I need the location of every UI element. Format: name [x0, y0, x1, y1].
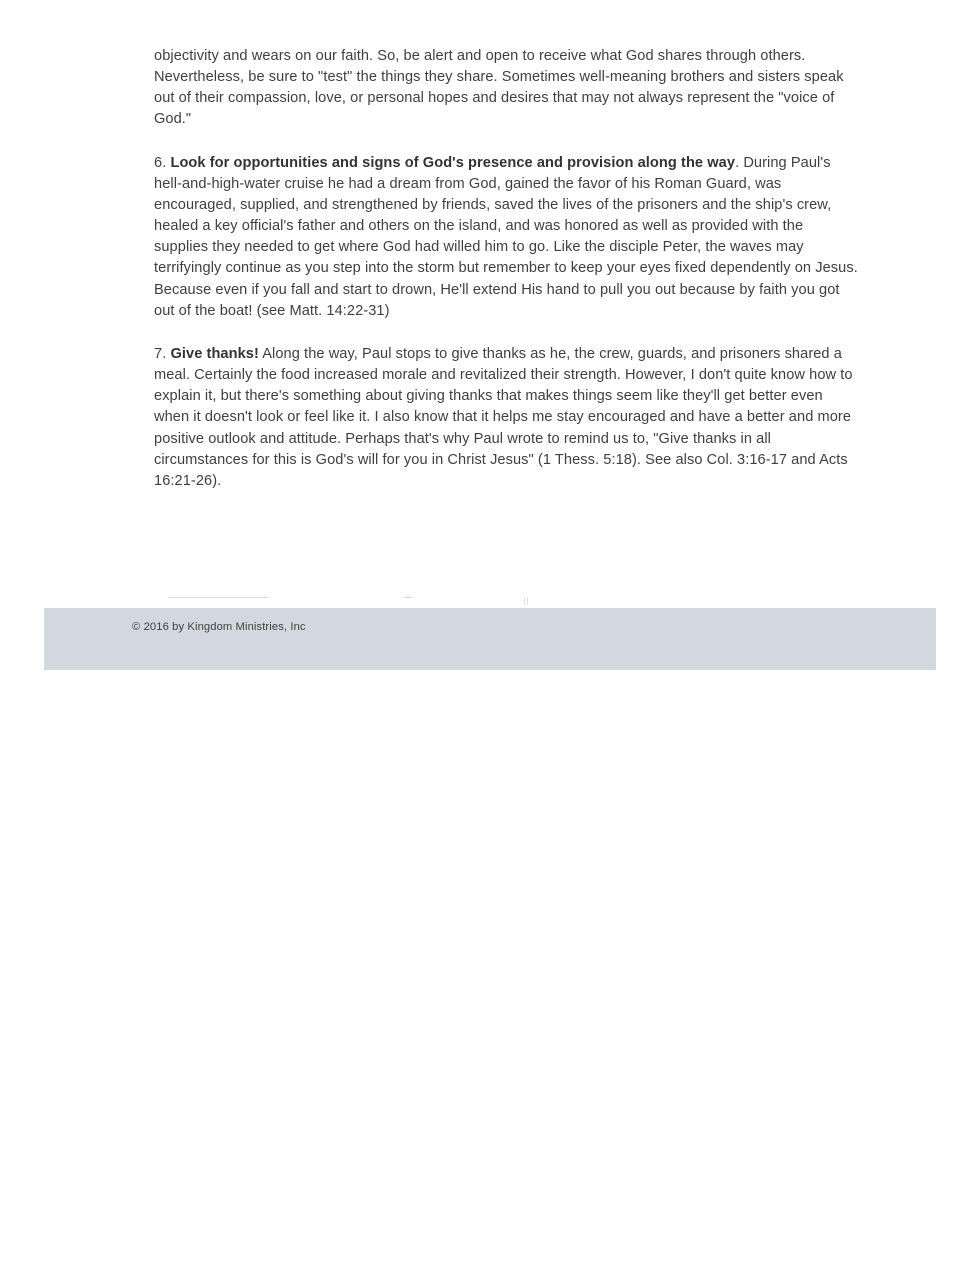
text-run: 6. — [154, 154, 171, 171]
footer-band — [44, 608, 936, 670]
text-run: 7. — [154, 345, 171, 362]
artifact-line — [404, 597, 412, 598]
para-item-6 — [154, 153, 858, 322]
artifact-mark — [524, 597, 525, 605]
bold-run: Give thanks! — [170, 345, 259, 362]
document-body — [154, 46, 858, 492]
bold-run: Look for opportunities and signs of God's presence and provision along the way — [170, 154, 736, 171]
para-item-7 — [154, 344, 858, 492]
page-artifacts — [154, 597, 858, 607]
para-continuation — [154, 46, 858, 131]
artifact-mark — [527, 597, 528, 605]
footer-copyright: © 2016 by Kingdom Ministries, Inc — [132, 621, 306, 633]
text-run: Along the way, Paul stops to give thanks as he, the crew, guards, and prisoners shared a meal. Certainly the food increased morale and revitalized their strength. However, I don't quite know how to explain it, but there's something about giving thanks that makes things seem like they'll get better even when it doesn't look or feel like it. I also know that it helps me stay encouraged and have a better and more positive outlook and attitude. Perhaps that's why Paul wrote to remind us to, "Give thanks in all circumstances for this is God's will for you in Christ Jesus" (1 Thess. 5:18). See also Col. 3:16-17 and Acts 16:21-26). — [154, 345, 853, 489]
text-run: . During Paul's hell-and-high-water cruise he had a dream from God, gained the favor of his Roman Guard, was encouraged, supplied, and strengthened by friends, saved the lives of the prisoners and the ship's crew, healed a key official's father and others on the island, and was honored as well as provided with the supplies they needed to get where God had willed him to go. Like the disciple Peter, the waves may terrifyingly continue as you step into the storm but remember to keep your eyes fixed dependently on Jesus. Because even if you fall and start to drown, He'll extend His hand to pull you out because by faith you got out of the boat! (see Matt. 14:22-31) — [154, 154, 858, 319]
text-run: objectivity and wears on our faith. So, be alert and open to receive what God shares through others. Nevertheless, be sure to "test" the things they share. Sometimes well-meaning brothers and sisters speak out of their compassion, love, or personal hopes and desires that may not always represent the "voice of God." — [154, 48, 844, 128]
artifact-line — [168, 597, 268, 598]
